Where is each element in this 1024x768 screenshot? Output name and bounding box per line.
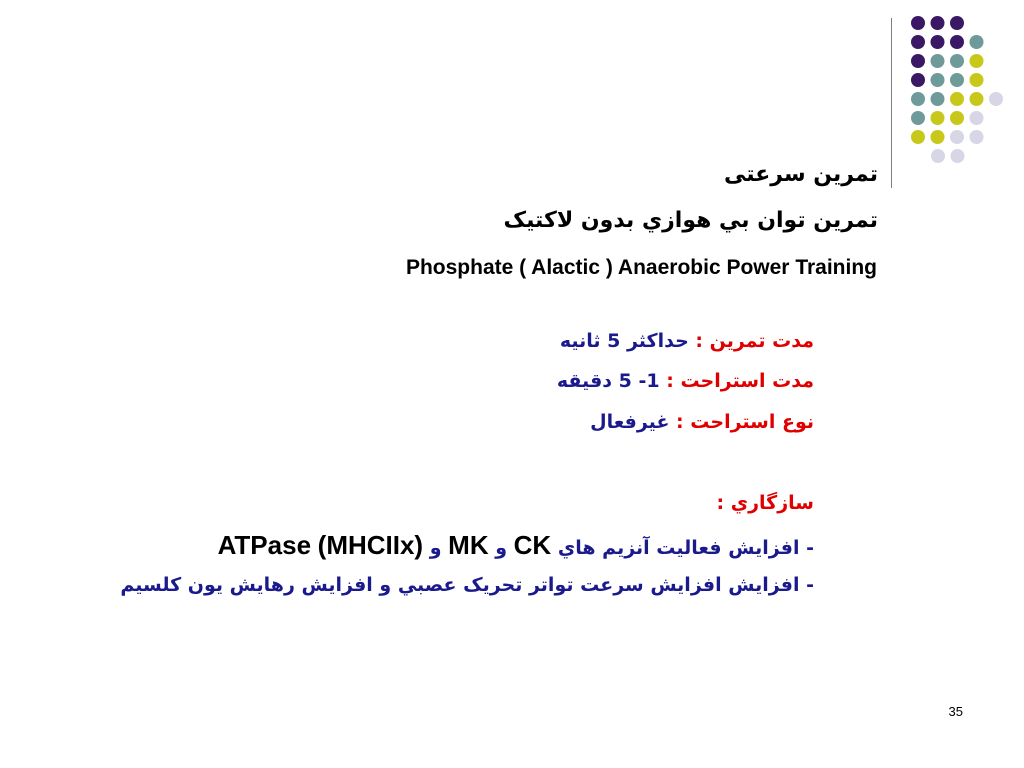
- info-rest-type: [590, 411, 814, 433]
- slide-title-line2: تمرين توان بي هوازي بدون لاكتيک: [503, 208, 878, 233]
- decor-dot: [911, 54, 925, 68]
- decor-dot: [911, 35, 925, 49]
- decor-dot: [931, 92, 945, 106]
- bullet1-mk: MK: [448, 530, 489, 560]
- decor-dot: [950, 54, 964, 68]
- decor-dot: [911, 16, 925, 30]
- decor-dot: [931, 130, 945, 144]
- decor-dot: [911, 73, 925, 87]
- divider-line: [891, 18, 892, 188]
- decor-dot: [931, 16, 945, 30]
- decor-dot: [931, 111, 945, 125]
- decor-dot: [970, 35, 984, 49]
- bullet1-mhc: (MHCIIx): [317, 530, 424, 560]
- bullet1-and-2: و: [429, 537, 442, 559]
- decor-dot: [931, 73, 945, 87]
- decor-dot: [911, 92, 925, 106]
- info-rest-type-value: غيرفعال: [590, 411, 670, 433]
- decor-dot: [950, 130, 964, 144]
- decor-dot: [950, 35, 964, 49]
- info-rest-value: 1- 5 دقيقه: [556, 370, 660, 392]
- bullet1-and-1: و: [495, 537, 508, 559]
- decor-dot: [970, 92, 984, 106]
- info-rest: [557, 370, 814, 392]
- bullet1-atpase: ATPase: [217, 530, 312, 560]
- decor-dot: [989, 92, 1003, 106]
- slide-title-line1: تمرين سرعتی: [724, 162, 878, 187]
- decor-dot: [950, 92, 964, 106]
- decor-dot: [931, 149, 945, 163]
- decor-dot: [950, 73, 964, 87]
- page-number: 35: [948, 704, 963, 719]
- info-rest-type-label: نوع استراحت :: [676, 411, 814, 433]
- bullet1-ck: CK: [513, 530, 552, 560]
- bullet1-prefix: - افزايش فعاليت آنزيم هاي: [557, 537, 814, 559]
- adaptation-bullet-1: [218, 530, 814, 561]
- adaptation-bullet-2: - افزايش افزايش سرعت تواتر تحريک عصبي و افزايش رهايش يون كلسيم: [120, 574, 814, 596]
- info-duration-value: حداكثر 5 ثانيه: [559, 330, 689, 352]
- decor-dot: [970, 130, 984, 144]
- decor-dot: [911, 111, 925, 125]
- decor-dot: [951, 149, 965, 163]
- slide-title-english: Phosphate ( Alactic ) Anaerobic Power Training: [405, 256, 877, 279]
- decor-dot: [970, 54, 984, 68]
- info-duration-label: مدت تمرين :: [695, 330, 814, 352]
- decor-dot: [970, 73, 984, 87]
- info-rest-label: مدت استراحت :: [666, 370, 814, 392]
- decor-dot: [911, 130, 925, 144]
- decor-dot: [950, 16, 964, 30]
- decor-dot: [970, 111, 984, 125]
- decor-dot: [950, 111, 964, 125]
- decor-dot: [931, 54, 945, 68]
- decor-dot: [931, 35, 945, 49]
- info-duration: [560, 330, 814, 352]
- adaptations-heading: سازگاري :: [716, 492, 814, 514]
